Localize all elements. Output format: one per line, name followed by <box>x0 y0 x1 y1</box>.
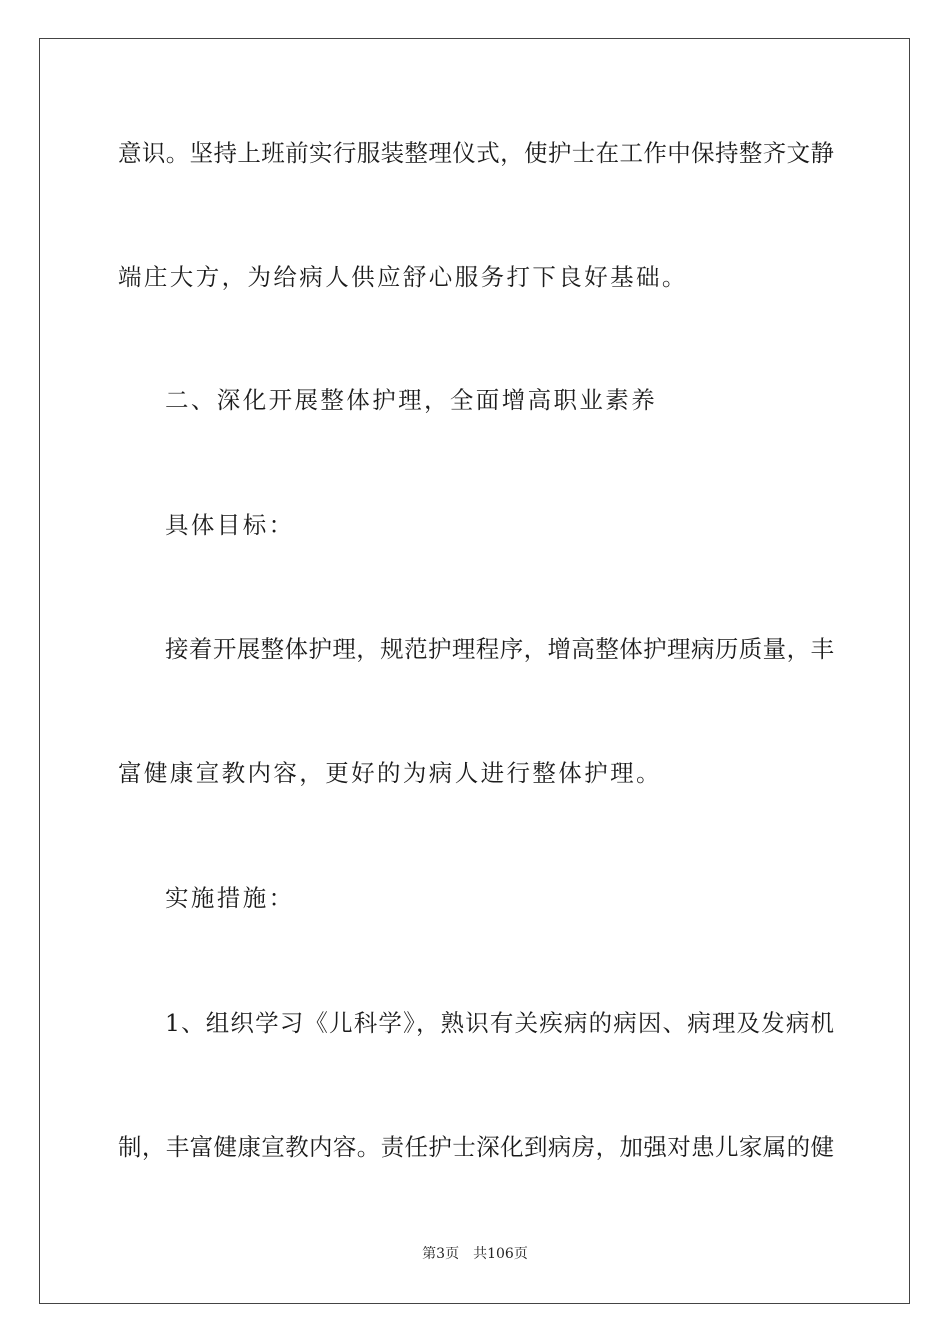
paragraph-line-6: 富健康宣教内容，更好的为病人进行整体护理。 <box>118 759 662 787</box>
page-border <box>39 38 910 1304</box>
page-number: 第3页 <box>422 1246 460 1262</box>
section-heading: 二、深化开展整体护理，全面增高职业素养 <box>165 386 658 414</box>
page-total: 共106页 <box>473 1246 528 1262</box>
paragraph-line-5: 接着开展整体护理，规范护理程序，增高整体护理病历质量，丰 <box>165 635 834 663</box>
paragraph-line-8: 1、组织学习《儿科学》，熟识有关疾病的病因、病理及发病机 <box>165 1009 834 1037</box>
subheading-measures: 实施措施： <box>165 884 295 912</box>
paragraph-line-9: 制，丰富健康宣教内容。责任护士深化到病房，加强对患儿家属的健 <box>118 1133 834 1161</box>
page-footer <box>0 1245 950 1263</box>
paragraph-line-1: 意识。坚持上班前实行服装整理仪式，使护士在工作中保持整齐文静 <box>118 139 834 167</box>
paragraph-line-2: 端庄大方，为给病人供应舒心服务打下良好基础。 <box>118 263 688 291</box>
subheading-goal: 具体目标： <box>165 511 295 539</box>
